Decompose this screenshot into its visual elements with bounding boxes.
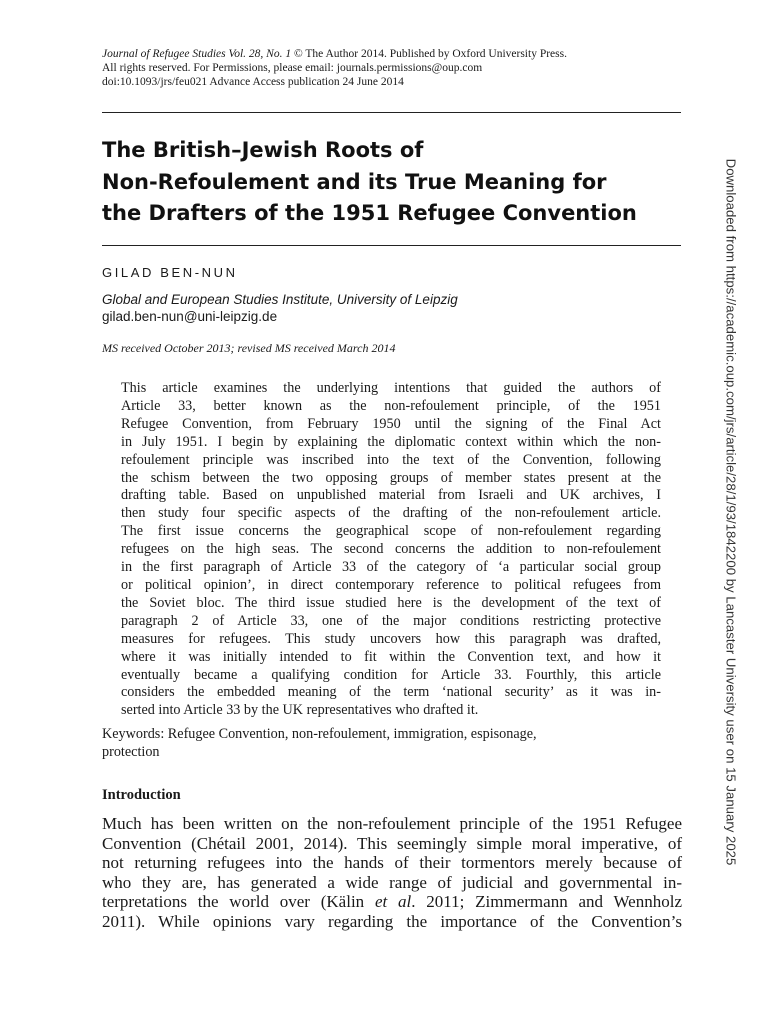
- title-line: Non-Refoulement and its True Meaning for: [102, 169, 607, 194]
- author-name: GILAD BEN-NUN: [102, 265, 238, 280]
- download-notice: Downloaded from https://academic.oup.com/jrs/article/28/1/93/1842200 by Lancaster University user on 15 January 2025: [723, 158, 739, 866]
- body-line: [102, 873, 682, 893]
- body-line: [102, 853, 682, 873]
- abstract-line: This article examines the underlying intentions that guided the authors of: [121, 380, 661, 396]
- abstract-line: or political opinion’, in direct contemporary reference to political refugees from: [121, 576, 661, 593]
- title-divider: [102, 245, 681, 246]
- affiliation: Global and European Studies Institute, University of Leipzig: [102, 292, 458, 307]
- abstract-line: refoulement principle was inscribed into the text of the Convention, following: [121, 451, 661, 468]
- abstract-line: The first issue concerns the geographical scope of non-refoulement regarding: [121, 523, 661, 540]
- abstract-line: serted into Article 33 by the UK representatives who drafted it.: [121, 702, 479, 719]
- abstract-line: the Soviet bloc. The third issue studied here is the development of the text of: [121, 594, 661, 611]
- body-text: terpretations the world over (Kälin: [102, 892, 375, 912]
- abstract-line: in the first paragraph of Article 33 of the category of ‘a particular social group: [121, 559, 661, 576]
- keywords-line: protection: [102, 744, 160, 760]
- author-email[interactable]: gilad.ben-nun@uni-leipzig.de: [102, 309, 278, 324]
- journal-header: [102, 47, 692, 89]
- title-line: The British–Jewish Roots of: [102, 138, 424, 162]
- abstract-line: where it was initially intended to fit within the Convention text, and how it: [121, 648, 661, 665]
- abstract: [121, 380, 661, 720]
- body-line: [102, 814, 682, 834]
- article-title: [102, 135, 702, 230]
- abstract-line: considers the embedded meaning of the term ‘national security’ as it was in-: [121, 684, 661, 701]
- section-heading-introduction: Introduction: [102, 787, 181, 803]
- abstract-line: measures for refugees. This study uncovers how this paragraph was drafted,: [121, 630, 661, 647]
- copyright-notice: © The Author 2014. Published by Oxford University Press.: [291, 48, 567, 60]
- keywords-line: Keywords: Refugee Convention, non-refoulement, immigration, espisonage,: [102, 726, 537, 742]
- journal-citation: Journal of Refugee Studies Vol. 28, No. 1: [102, 48, 292, 60]
- permissions-line: All rights reserved. For Permissions, please email: journals.permissions@oup.com: [102, 62, 483, 74]
- abstract-line: refugees on the high seas. The second concerns the addition to non-refoulement: [121, 541, 661, 558]
- header-line-1: [102, 47, 692, 61]
- abstract-line: Article 33, better known as the non-refoulement principle, of the 1951: [121, 397, 661, 414]
- abstract-line: then study four specific aspects of the drafting of the non-refoulement article.: [121, 505, 661, 522]
- abstract-line: Refugee Convention, from February 1950 until the signing of the Final Act: [121, 415, 661, 432]
- body-text: 2011). While opinions vary regarding the importance of the Convention’s: [102, 911, 682, 931]
- body-text: . 2011; Zimmermann and Wennholz: [411, 892, 682, 912]
- keywords: [102, 725, 662, 761]
- body-line: [102, 834, 682, 854]
- author-affiliation-block: [102, 291, 458, 325]
- introduction-paragraph: [102, 814, 682, 932]
- doi-line: doi:10.1093/jrs/feu021 Advance Access publication 24 June 2014: [102, 76, 404, 88]
- abstract-line: drafting table. Based on unpublished material from Israeli and UK archives, I: [121, 487, 661, 504]
- body-line: [102, 892, 682, 912]
- body-text: Convention (Chétail 2001, 2014). This seemingly simple moral imperative, of: [102, 833, 682, 853]
- title-line: the Drafters of the 1951 Refugee Convention: [102, 201, 637, 225]
- abstract-line: paragraph 2 of Article 33, one of the major conditions restricting protective: [121, 612, 661, 629]
- received-dates: MS received October 2013; revised MS received March 2014: [102, 341, 396, 355]
- abstract-line: in July 1951. I begin by explaining the diplomatic context within which the non-: [121, 433, 661, 450]
- abstract-line: the schism between the two opposing groups of member states present at the: [121, 469, 661, 486]
- abstract-line: eventually became a qualifying condition for Article 33. Fourthly, this article: [121, 666, 661, 683]
- body-text: not returning refugees into the hands of their tormentors merely because of: [102, 853, 682, 873]
- top-divider: [102, 112, 681, 113]
- body-line: [102, 912, 682, 932]
- body-text: Much has been written on the non-refoulement principle of the 1951 Refugee: [102, 814, 682, 833]
- et-al-italic: et al: [374, 892, 412, 912]
- body-text: who they are, has generated a wide range of judicial and governmental in-: [102, 872, 682, 892]
